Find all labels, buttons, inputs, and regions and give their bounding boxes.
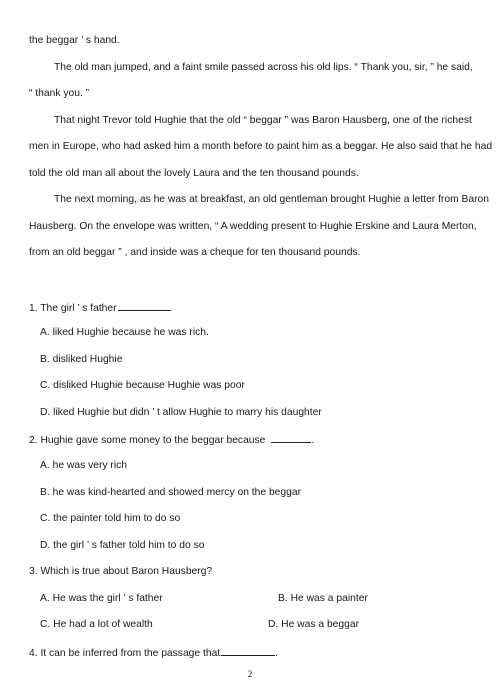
answer-blank[interactable]: [221, 645, 275, 656]
passage-line: the beggar ’ s hand.: [29, 35, 120, 46]
option-d: D. the girl ’ s father told him to do so: [40, 540, 205, 551]
question-text: 4. It can be inferred from the passage that: [29, 648, 221, 659]
option-c: C. disliked Hughie because Hughie was poor: [40, 380, 245, 391]
question-end: .: [275, 648, 279, 659]
passage-line: That night Trevor told Hughie that the old “ beggar ” was Baron Hausberg, one of the richest: [54, 115, 472, 126]
question-text: 1. The girl ’ s father: [29, 303, 117, 314]
option-c: C. the painter told him to do so: [40, 513, 181, 524]
option-a: A. he was very rich: [40, 460, 127, 471]
answer-blank[interactable]: [271, 432, 311, 443]
passage-line: from an old beggar ” , and inside was a cheque for ten thousand pounds.: [29, 247, 361, 258]
question-stem: [29, 300, 172, 315]
question-text: 2. Hughie gave some money to the beggar because: [29, 435, 266, 446]
option-a: A. He was the girl ’ s father: [40, 593, 163, 604]
answer-blank[interactable]: [118, 300, 170, 311]
passage-line: The old man jumped, and a faint smile passed across his old lips. “ Thank you, sir, ” he said,: [54, 62, 473, 73]
option-a: A. liked Hughie because he was rich.: [40, 327, 209, 338]
option-b: B. he was kind-hearted and showed mercy on the beggar: [40, 487, 302, 498]
option-d: D. liked Hughie but didn ’ t allow Hughie to marry his daughter: [40, 407, 322, 418]
question-stem: [29, 645, 278, 660]
page-number: 2: [247, 669, 253, 679]
question-end: .: [169, 303, 173, 314]
option-b: B. disliked Hughie: [40, 354, 123, 365]
passage-line: The next morning, as he was at breakfast, an old gentleman brought Hughie a letter from Baron: [54, 194, 490, 205]
option-d: D. He was a beggar: [268, 619, 360, 630]
option-c: C. He had a lot of wealth: [40, 619, 153, 630]
passage-line: men in Europe, who had asked him a month before to paint him as a beggar. He also said that he had: [29, 141, 493, 152]
option-b: B. He was a painter: [278, 593, 368, 604]
passage-line: told the old man all about the lovely Laura and the ten thousand pounds.: [29, 168, 359, 179]
passage-line: Hausberg. On the envelope was written, “ A wedding present to Hughie Erskine and Laura Merton,: [29, 221, 477, 232]
question-stem: 3. Which is true about Baron Hausberg?: [29, 566, 213, 577]
question-end: .: [311, 435, 315, 446]
question-stem: [29, 432, 314, 447]
passage-line: “ thank you. ”: [29, 88, 90, 99]
